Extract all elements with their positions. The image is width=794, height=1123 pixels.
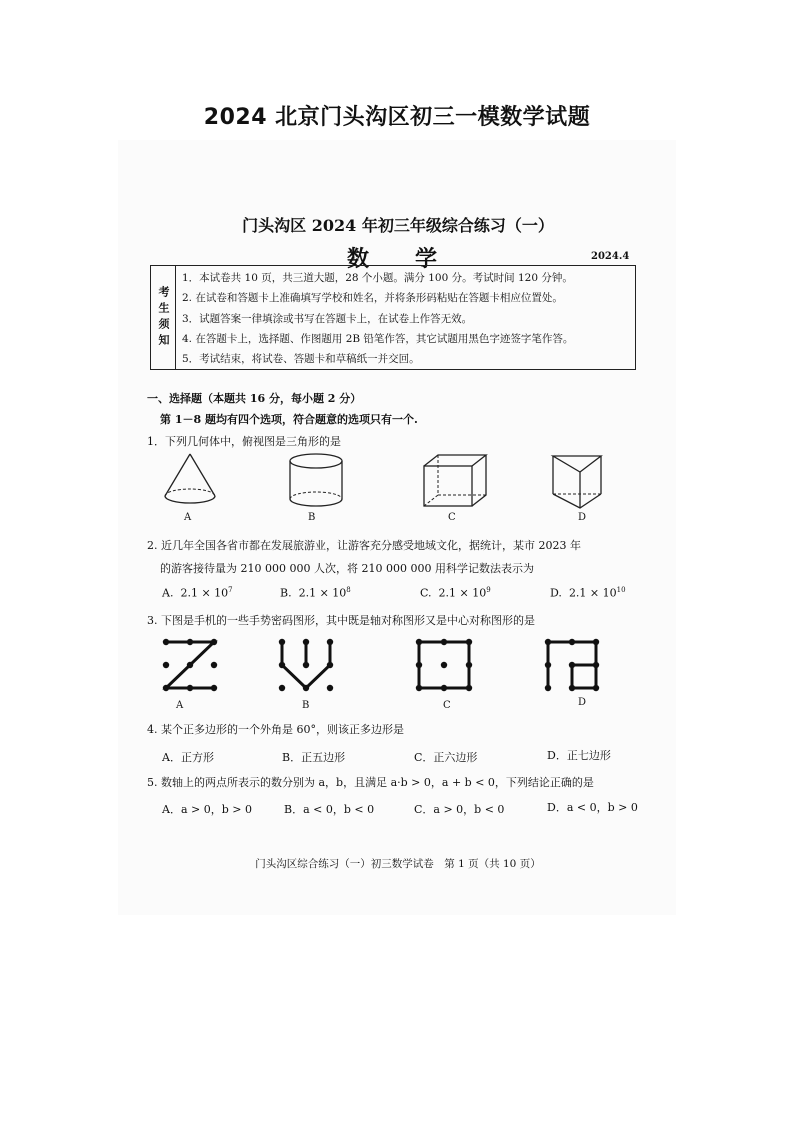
exam-header: 门头沟区 2024 年初三年级综合练习（一）: [242, 216, 554, 235]
q1-label-c: C: [448, 512, 456, 523]
cylinder-figure: [286, 452, 346, 510]
q1-label-a: A: [184, 512, 192, 523]
section-title: 一、选择题（本题共 16 分，每小题 2 分）: [147, 392, 362, 405]
q2-option-d: [550, 586, 626, 600]
q5-option-a: A．a > 0，b > 0: [162, 803, 252, 816]
q2-option-c: [420, 586, 491, 600]
notice-item-3: 3．试题答案一律填涂或书写在答题卡上，在试卷上作答无效。: [182, 313, 473, 325]
notice-item-2: 2. 在试卷和答题卡上准确填写学校和姓名，并将条形码粘贴在答题卡相应位置处。: [182, 292, 563, 304]
page-title: 2024 北京门头沟区初三一模数学试题: [203, 105, 591, 130]
cuboid-figure: [420, 452, 490, 510]
q2-option-d-base: 2.1 × 10: [568, 586, 617, 600]
q2-option-a: [162, 586, 233, 600]
exam-subject: 数 学: [346, 246, 449, 272]
notice-box: [150, 265, 636, 370]
notice-item-1: 1．本试卷共 10 页，共三道大题，28 个小题。满分 100 分。考试时间 120 分钟。: [182, 272, 573, 284]
q2-line2: 的游客接待量为 210 000 000 人次，将 210 000 000 用科学记数法表示为: [160, 562, 534, 575]
triangular-prism-figure: [550, 452, 610, 510]
q3-label-b: B: [302, 700, 310, 711]
notice-label-cell: [151, 266, 176, 369]
cone-figure: [160, 452, 220, 510]
notice-item-4: 4. 在答题卡上，选择题、作图题用 2B 铅笔作答，其它试题用黑色字迹签字笔作答。: [182, 333, 574, 345]
exam-date: 2024.4: [591, 251, 630, 262]
q2-line1: 2. 近几年全国各省市都在发展旅游业，让游客充分感受地域文化，据统计，某市 2023 年: [147, 539, 581, 552]
q1-text: 1．下列几何体中，俯视图是三角形的是: [147, 435, 341, 448]
q4-option-d: D．正七边形: [547, 749, 611, 762]
q3-label-a: A: [176, 700, 184, 711]
q2-option-c-exp: 9: [486, 586, 491, 594]
q2-option-b-letter: B.: [280, 586, 292, 600]
q2-option-c-base: 2.1 × 10: [438, 586, 487, 600]
q2-option-a-letter: A.: [162, 586, 174, 600]
q5-text: 5. 数轴上的两点所表示的数分别为 a，b，且满足 a·b > 0，a + b < 0，下列结论正确的是: [147, 776, 594, 789]
gesture-pattern-a: [158, 636, 222, 694]
notice-item-5: 5．考试结束，将试卷、答题卡和草稿纸一并交回。: [182, 353, 420, 365]
q1-label-b: B: [308, 512, 316, 523]
q5-option-d: D．a < 0，b > 0: [547, 801, 638, 814]
notice-label: 考生须知: [157, 285, 170, 350]
gesture-pattern-d: [540, 636, 604, 694]
q4-option-b: B．正五边形: [282, 751, 346, 764]
q3-label-c: C: [443, 700, 451, 711]
q1-label-d: D: [578, 512, 587, 523]
q2-option-c-letter: C.: [420, 586, 432, 600]
q2-option-b-base: 2.1 × 10: [298, 586, 347, 600]
q4-option-c: C．正六边形: [414, 751, 478, 764]
q5-option-b: B．a < 0，b < 0: [284, 803, 375, 816]
q2-option-d-exp: 10: [616, 586, 626, 594]
q2-option-d-letter: D.: [550, 586, 562, 600]
section-instruction: 第 1－8 题均有四个选项，符合题意的选项只有一个.: [160, 413, 418, 426]
q2-option-a-exp: 7: [228, 586, 233, 594]
gesture-pattern-b: [274, 636, 338, 694]
q2-option-a-base: 2.1 × 10: [180, 586, 229, 600]
q5-option-c: C．a > 0，b < 0: [414, 803, 505, 816]
gesture-pattern-c: [413, 636, 477, 694]
q2-option-b: [280, 586, 351, 600]
q3-text: 3. 下图是手机的一些手势密码图形，其中既是轴对称图形又是中心对称图形的是: [147, 614, 535, 627]
q3-label-d: D: [578, 697, 587, 708]
q4-option-a: A．正方形: [162, 751, 214, 764]
q2-option-b-exp: 8: [346, 586, 351, 594]
q4-text: 4. 某个正多边形的一个外角是 60°，则该正多边形是: [147, 723, 404, 736]
page-footer: 门头沟区综合练习（一）初三数学试卷 第 1 页（共 10 页）: [255, 858, 541, 870]
